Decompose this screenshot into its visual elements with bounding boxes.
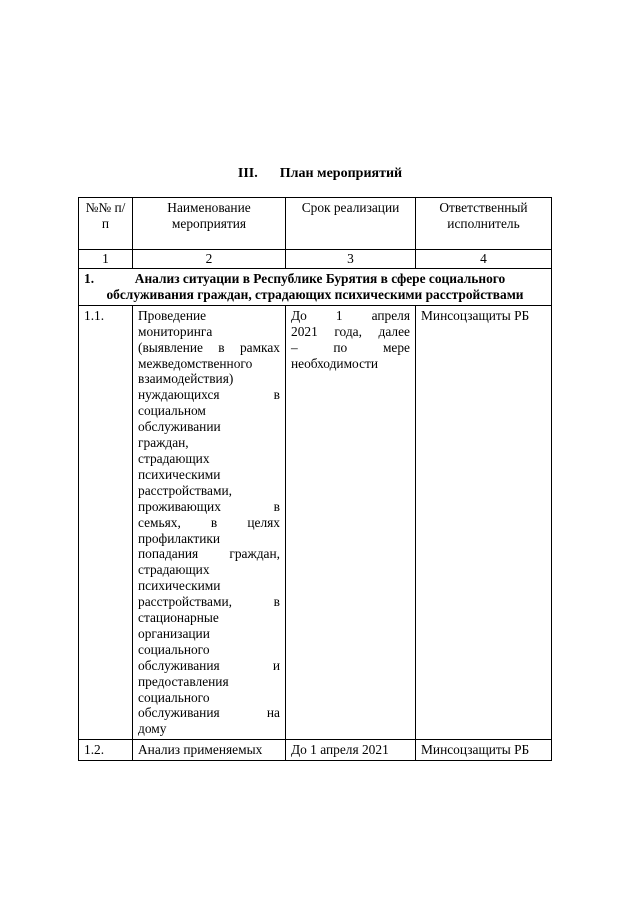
- activity-name-line: обслуживании: [138, 419, 221, 435]
- section-heading: [0, 166, 640, 182]
- row-number: 1.2.: [79, 740, 133, 761]
- row-term: До 1 апреля 2021: [286, 740, 416, 761]
- activity-name-line: стационарные: [138, 610, 219, 626]
- activity-name-line: расстройствами, в: [138, 594, 280, 610]
- activity-name-line: профилактики: [138, 530, 221, 546]
- term-line: До 1 апреля: [291, 307, 410, 323]
- section-row-number: 1.: [84, 271, 95, 286]
- activity-name-line: обслуживания и: [138, 657, 280, 673]
- column-number: 3: [286, 250, 416, 269]
- column-number-row: [79, 250, 552, 269]
- row-activity-name: [133, 305, 286, 739]
- header-row: [79, 198, 552, 250]
- section-number: III.: [237, 166, 258, 181]
- activity-name-line: расстройствами,: [138, 482, 232, 498]
- activity-name-line: дому: [138, 721, 167, 737]
- activity-name-line: (выявление в рамках: [138, 339, 280, 355]
- activity-name-line: обслуживания на: [138, 705, 280, 721]
- plan-table: [78, 197, 552, 761]
- section-title: План мероприятий: [279, 166, 403, 181]
- row-number: 1.1.: [79, 305, 133, 739]
- column-number: 2: [133, 250, 286, 269]
- activity-name-line: Проведение: [138, 307, 207, 323]
- term-lines: [291, 308, 410, 372]
- header-cell-number: №№ п/п: [79, 198, 133, 250]
- activity-name-line: страдающих: [138, 450, 210, 466]
- activity-name-line: граждан,: [138, 435, 189, 451]
- activity-name-line: семьях, в целях: [138, 514, 280, 530]
- term-line: – по мере: [291, 339, 410, 355]
- activity-name-line: мониторинга: [138, 323, 213, 339]
- column-number: 4: [416, 250, 552, 269]
- row-activity-name: Анализ применяемых: [133, 740, 286, 761]
- activity-name-line: предоставления: [138, 673, 229, 689]
- activity-name-line: психическими: [138, 466, 221, 482]
- term-line: 2021 года, далее: [291, 323, 410, 339]
- header-cell-name: Наименование мероприятия: [133, 198, 286, 250]
- row-term: [286, 305, 416, 739]
- activity-name-line: межведомственного: [138, 355, 253, 371]
- header-cell-responsible: Ответственный исполнитель: [416, 198, 552, 250]
- term-line: необходимости: [291, 355, 379, 371]
- activity-name-lines: [138, 308, 280, 737]
- activity-name-line: социальном: [138, 403, 206, 419]
- activity-name-line: проживающих в: [138, 498, 280, 514]
- column-number: 1: [79, 250, 133, 269]
- header-cell-term: Срок реализации: [286, 198, 416, 250]
- row-responsible: Минсоцзащиты РБ: [416, 305, 552, 739]
- activity-name-line: страдающих: [138, 562, 210, 578]
- activity-name-line: психическими: [138, 578, 221, 594]
- table-row: [79, 305, 552, 739]
- table-row: [79, 740, 552, 761]
- activity-name-line: организации: [138, 625, 210, 641]
- section-row-text: Анализ ситуации в Республике Бурятия в сфере социального обслуживания граждан, страдающих психическими расстройствами: [106, 271, 524, 302]
- activity-name-line: попадания граждан,: [138, 546, 280, 562]
- activity-name-line: социального: [138, 641, 210, 657]
- activity-name-line: социального: [138, 689, 210, 705]
- activity-name-line: нуждающихся в: [138, 387, 280, 403]
- section-row-cell: [79, 269, 552, 306]
- section-row: [79, 269, 552, 306]
- activity-name-line: взаимодействия): [138, 371, 234, 387]
- row-responsible: Минсоцзащиты РБ: [416, 740, 552, 761]
